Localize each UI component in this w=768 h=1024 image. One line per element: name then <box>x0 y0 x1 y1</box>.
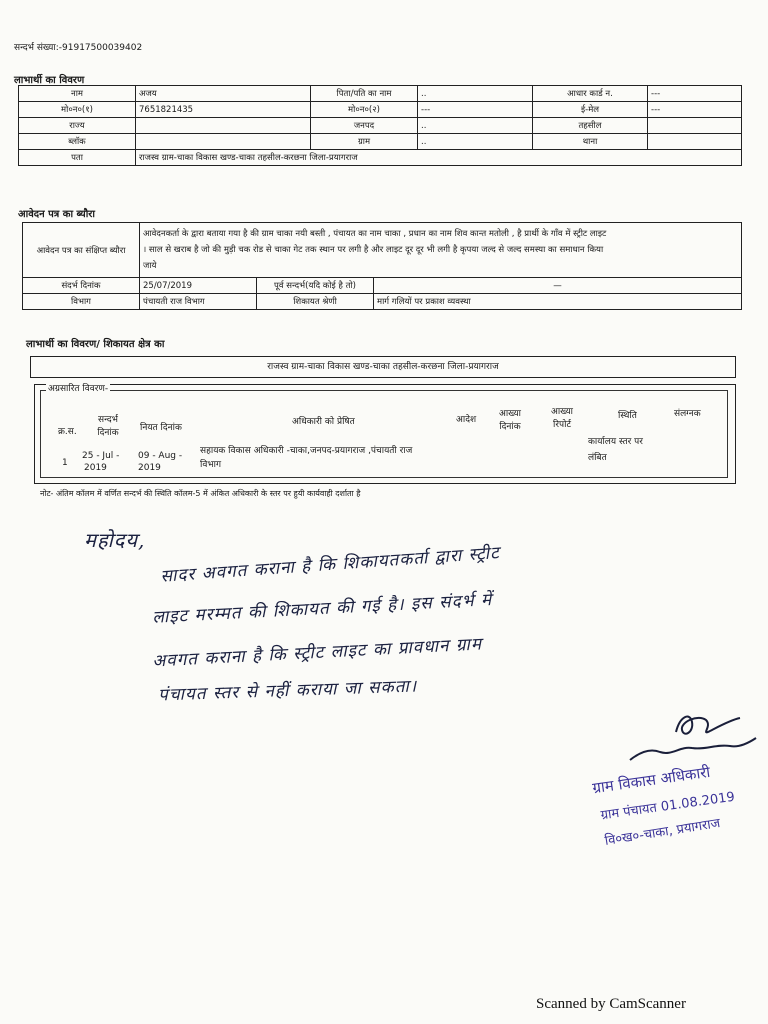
handwritten-line-3: अवगत कराना है कि स्ट्रीट लाइट का प्रावधान ग्राम <box>151 634 483 672</box>
summary-line-1: आवेदनकर्ता के द्वारा बताया गया है की ग्राम चाका नयी बस्ती , पंचायत का नाम चाका , प्रधान का नाम शिव कान्त मतोली , है प्रार्थी के गाँव में स्ट्रीट लाइट <box>143 229 607 239</box>
row-ref-date <box>82 450 119 474</box>
summary-line-3: जाये <box>143 261 157 271</box>
mobile2-label: मो०न०(२) <box>311 102 418 118</box>
header-sno: क्र.स. <box>58 427 77 437</box>
reference-value: 91917500039402 <box>62 43 143 53</box>
row-status-line1: कार्यालय स्तर पर <box>588 437 643 447</box>
header-due-date: नियत दिनांक <box>140 423 182 433</box>
ref-date-label: संदर्भ दिनांक <box>23 278 140 294</box>
header-ref-date <box>88 412 128 438</box>
handwritten-line-2: लाइट मरम्मत की शिकायत की गई है। इस संदर्भ में <box>151 590 493 628</box>
aadhaar-label: आधार कार्ड न. <box>533 86 648 102</box>
dept-label: विभाग <box>23 294 140 310</box>
mobile1-label: मो०न०(१) <box>19 102 136 118</box>
row-sno: 1 <box>62 458 68 468</box>
dept-value: पंचायती राज विभाग <box>140 294 257 310</box>
state-value <box>136 118 311 134</box>
father-value: .. <box>418 86 533 102</box>
row-due-date-line1: 09 - Aug - <box>138 451 183 461</box>
signature-scribble <box>620 708 760 768</box>
prev-ref-label: पूर्व सन्दर्भ(यदि कोई है तो) <box>257 278 374 294</box>
reference-number <box>14 40 142 53</box>
header-officer: अधिकारी को प्रेषित <box>292 417 355 427</box>
state-label: राज्य <box>19 118 136 134</box>
aadhaar-value: --- <box>648 86 742 102</box>
district-label: जनपद <box>311 118 418 134</box>
father-label: पिता/पति का नाम <box>311 86 418 102</box>
header-attach: संलग्नक <box>674 409 701 419</box>
scanner-watermark: Scanned by CamScanner <box>536 996 686 1012</box>
category-value: मार्ग गलियों पर प्रकाश व्यवस्था <box>374 294 742 310</box>
forwarded-note: नोट- अंतिम कॉलम में वर्णित सन्दर्भ की स्थिति कॉलम-5 में अंकित अधिकारी के स्तर पर हुयी कार्यवाही दर्शाता है <box>40 489 361 498</box>
tehsil-value <box>648 118 742 134</box>
row-officer-line1: सहायक विकास अधिकारी -चाका,जनपद-प्रयागराज ,पंचायती राज <box>200 446 413 456</box>
application-heading: आवेदन पत्र का ब्यौरा <box>18 209 95 220</box>
name-label: नाम <box>19 86 136 102</box>
summary-value <box>140 223 742 278</box>
thana-label: थाना <box>533 134 648 150</box>
summary-line-2: । साल से खराब है जो की मुड़ी चक रोड से चाका गेट तक स्थान पर लगी है और लाइट दूर दूर भी लगी है कृपया जल्द से जल्द समस्या का समाधान किया <box>143 245 604 255</box>
header-report <box>540 404 584 430</box>
header-report-date-line1: आख्या <box>498 409 521 419</box>
mobile2-value: --- <box>418 102 533 118</box>
name-value: अजय <box>136 86 311 102</box>
area-heading: लाभार्थी का विवरण/ शिकायत क्षेत्र का <box>26 339 165 350</box>
header-ref-date-line1: सन्दर्भ <box>98 415 118 425</box>
header-report-date-line2: दिनांक <box>499 422 521 432</box>
block-value <box>136 134 311 150</box>
forwarded-legend: अग्रसारित विवरण- <box>46 381 110 394</box>
application-table <box>22 222 742 310</box>
stamp-line-3: वि०ख०-चाका, प्रयागराज <box>603 815 722 850</box>
header-report-line1: आख्या <box>550 407 573 417</box>
category-label: शिकायत श्रेणी <box>257 294 374 310</box>
row-ref-date-line2: 2019 <box>84 463 107 473</box>
thana-value <box>648 134 742 150</box>
area-value: राजस्व ग्राम-चाका विकास खण्ड-चाका तहसील-करछना जिला-प्रयागराज <box>30 356 736 378</box>
header-ref-date-line2: दिनांक <box>97 428 119 438</box>
reference-label: सन्दर्भ संख्या:- <box>14 43 63 53</box>
row-due-date-line2: 2019 <box>138 463 161 473</box>
block-label: ब्लॉक <box>19 134 136 150</box>
email-value: --- <box>648 102 742 118</box>
address-value: राजस्व ग्राम-चाका विकास खण्ड-चाका तहसील-करछना जिला-प्रयागराज <box>136 150 742 166</box>
handwritten-salutation: महोदय, <box>84 528 146 552</box>
row-ref-date-line1: 25 - Jul - <box>82 451 120 461</box>
beneficiary-table <box>18 85 742 166</box>
prev-ref-value: — <box>374 278 742 294</box>
handwritten-line-1: सादर अवगत कराना है कि शिकायतकर्ता द्वारा स्ट्रीट <box>159 543 501 587</box>
handwritten-line-4: पंचायत स्तर से नहीं कराया जा सकता। <box>157 676 418 706</box>
tehsil-label: तहसील <box>533 118 648 134</box>
village-value: .. <box>418 134 533 150</box>
district-value: .. <box>418 118 533 134</box>
stamp-line-2: ग्राम पंचायत 01.08.2019 <box>599 789 736 824</box>
row-status <box>588 434 643 466</box>
row-due-date <box>138 450 182 474</box>
header-report-line2: रिपोर्ट <box>553 420 571 430</box>
beneficiary-heading: लाभार्थी का विवरण <box>14 75 85 86</box>
row-officer-line2: विभाग <box>200 460 222 470</box>
mobile1-value: 7651821435 <box>136 102 311 118</box>
village-label: ग्राम <box>311 134 418 150</box>
row-officer <box>200 444 412 472</box>
header-order: आदेश <box>456 415 477 425</box>
summary-label: आवेदन पत्र का संक्षिप्त ब्यौरा <box>23 223 140 278</box>
header-report-date <box>490 406 530 432</box>
stamp-line-1: ग्राम विकास अधिकारी <box>591 762 712 798</box>
header-status: स्थिति <box>618 411 637 421</box>
row-status-line2: लंबित <box>588 453 607 463</box>
email-label: ई-मेल <box>533 102 648 118</box>
address-label: पता <box>19 150 136 166</box>
ref-date-value: 25/07/2019 <box>140 278 257 294</box>
